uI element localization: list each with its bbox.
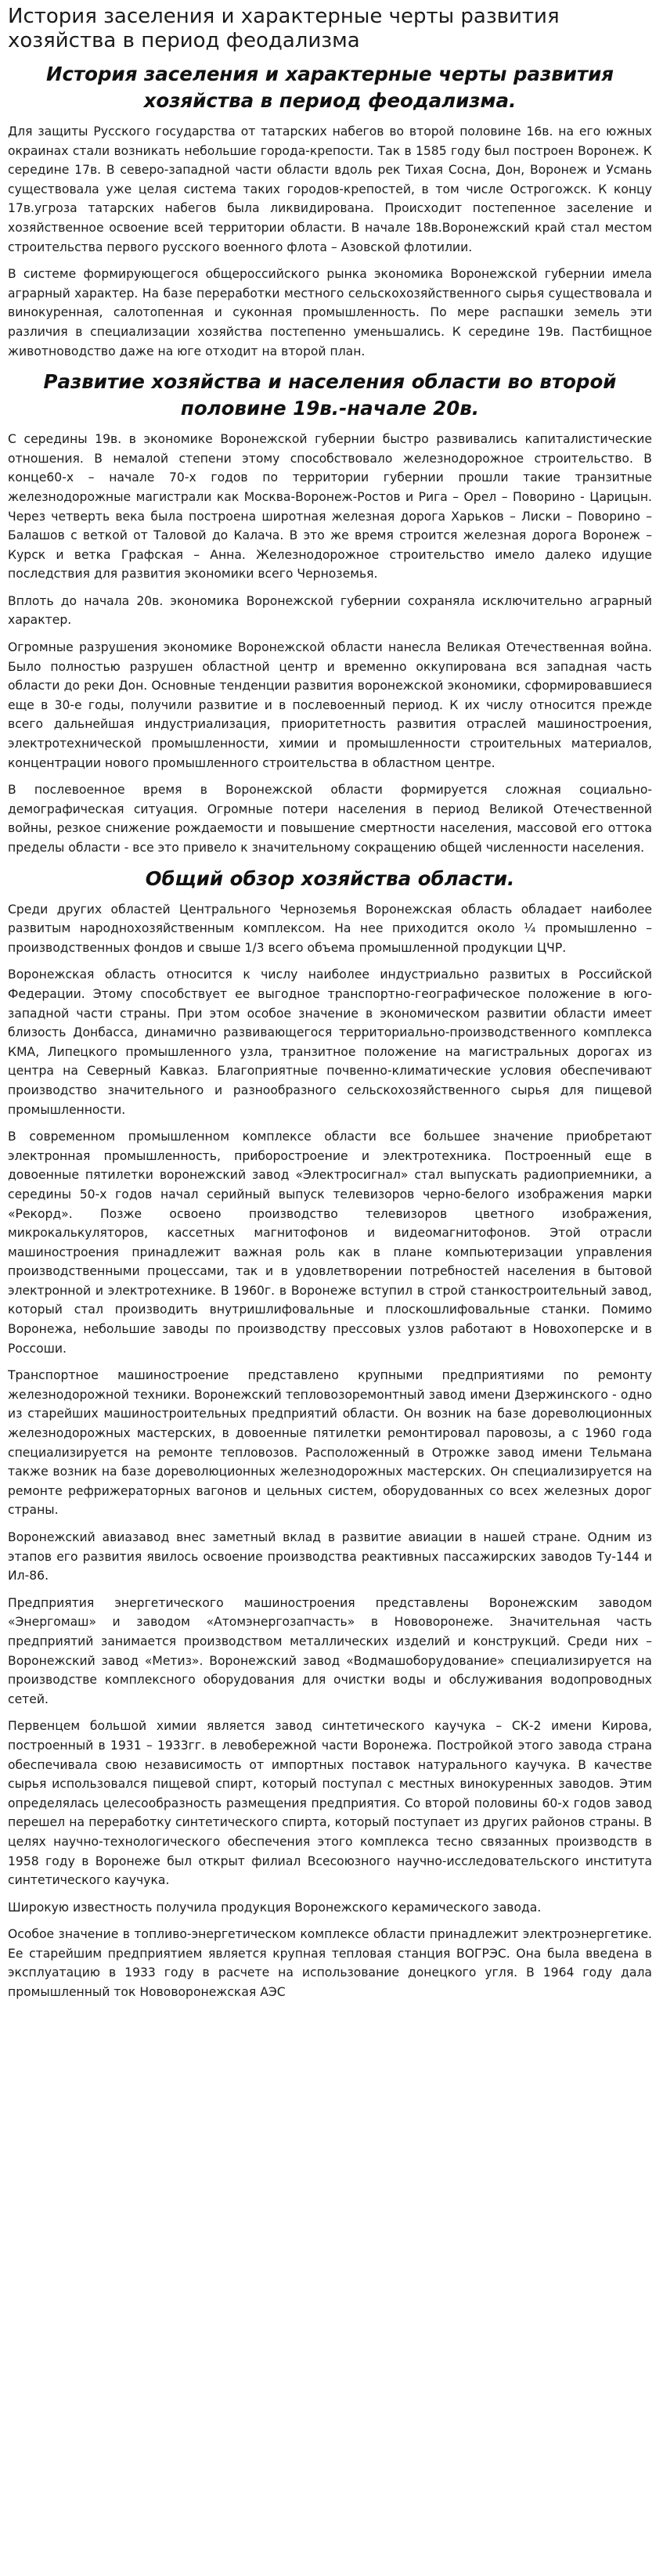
paragraph: Особое значение в топливо-энергетическом комплексе области принадлежит электроэнергетике. Ее старейшим предприятием является крупная тепловая станция ВОГРЭС. Она была введена в эксплуатацию в 1933 году в расчете на использование донецкого угля. В 1964 году дала промышленный ток Нововоронежская АЭС (8, 1927, 652, 2000)
section-heading: История заселения и характерные черты развития хозяйства в период феодализма. (45, 63, 614, 112)
paragraph: В современном промышленном комплексе области все большее значение приобретают электронная промышленность, приборостроение и электротехника. Построенный еще в довоенные пятилетки воронежский завод «Электросигнал» стал выпускать радиоприемники, а середины 50-х годов начал серийный выпуск телевизоров черно-белого изображения марки «Рекорд». Позже освоено производство телевизоров цветного изображения, микрокалькуляторов, кассетных магнитофонов и видеомагнитофонов. Этой отрасли машиностроения принадлежит важная роль как в плане компьютеризации управления производственными процессами, так и в удовлетворении потребностей населения в бытовой электронной и электротехнике. В 1960г. в Воронеже вступил в строй станкостроительный завод, который стал производить внутришлифовальные и плоскошлифовальные станки. Помимо Воронежа, небольшие заводы по производству прессовых узлов работают в Новохоперске и в Россоши. (8, 1129, 652, 1356)
paragraph: Предприятия энергетического машиностроения представлены Воронежским заводом «Энергомаш» и заводом «Атомэнергозапчасть» в Нововоронеже. Значительная часть предприятий занимается производством металлических изделий и конструкций. Среди них – Воронежский завод «Метиз». Воронежский завод «Водмашоборудование» специализируется на производстве комплексного оборудования для очистки воды и обслуживания водопроводных сетей. (8, 1595, 652, 1706)
paragraph: Широкую известность получила продукция Воронежского керамического завода. (8, 1900, 542, 1915)
paragraph: Воронежский авиазавод внес заметный вклад в развитие авиации в нашей стране. Одним из этапов его развития явилось освоение производства реактивных пассажирских заводов Ту-144 и Ил-86. (8, 1530, 652, 1583)
paragraph: Вплоть до начала 20в. экономика Воронежской губернии сохраняла исключительно аграрный характер. (8, 593, 652, 628)
section-heading: Развитие хозяйства и населения области во второй половине 19в.-начале 20в. (43, 370, 617, 420)
paragraph: Для защиты Русского государства от татарских набегов во второй половине 16в. на его южных окраинах стали возникать небольшие города-крепости. Так в 1585 году был построен Воронеж. К середине 17в. В северо-западной части области вдоль рек Тихая Сосна, Дон, Воронеж и Усмань существовала уже целая система таких городов-крепостей, в том числе Острогожск. К концу 17в.угроза татарских набегов была ликвидирована. Происходит постепенное заселение и хозяйственное освоение всей территории области. В начале 18в.Воронежский край стал местом строительства первого русского военного флота – Азовской флотилии. (8, 124, 652, 254)
section-heading: Общий обзор хозяйства области. (145, 866, 515, 890)
paragraph: Транспортное машиностроение представлено крупными предприятиями по ремонту железнодорожной техники. Воронежский тепловозоремонтный завод имени Дзержинского - одно из старейших машиностроительных предприятий области. Он возник на базе дореволюционных железнодорожных мастерских, в довоенные пятилетки ремонтировал паровозы, а с 1960 года специализируется на ремонте тепловозов. Расположенный в Отрожке завод имени Тельмана также возник на базе дореволюционных железнодорожных мастерских. Он специализируется на ремонте рефрижераторных вагонов и цельных систем, оборудованных со всех железных дорог страны. (8, 1368, 652, 1518)
paragraph: В системе формирующегося общероссийского рынка экономика Воронежской губернии имела аграрный характер. На базе переработки местного сельскохозяйственного сырья существовала и винокуренная, салотопенная и суконная промышленность. По мере распашки земель эти различия в специализации хозяйства постепенно уменьшались. К середине 19в. Пастбищное животноводство даже на юге отходит на второй план. (8, 267, 652, 358)
paragraph: Воронежская область относится к числу наиболее индустриально развитых в Российской Федерации. Этому способствует ее выгодное транспортно-географическое положение в юго-западной части страны. При этом особое значение в экономическом развитии области имеет близость Донбасса, динамично развивающегося территориально-производственного комплекса КМА, Липецкого промышленного узла, транзитное положение на магистральных дорогах из центра на Северный Кавказ. Благоприятные почвенно-климатические условия обеспечивают производство значительного и разнообразного сельскохозяйственного сырья для пищевой промышленности. (8, 967, 652, 1117)
paragraph: Огромные разрушения экономике Воронежской области нанесла Великая Отечественная война. Было полностью разрушен областной центр и временно оккупирована вся западная часть области до реки Дон. Основные тенденции развития воронежской экономики, сформировавшиеся еще в 30-е годы, получили развитие и в послевоенный период. К их числу относится прежде всего дальнейшая индустриализация, приоритетность развития отраслей машиностроения, электротехнической промышленности, химии и промышленности строительных материалов, концентрации нового промышленного строительства в областном центре. (8, 640, 652, 770)
paragraph: В послевоенное время в Воронежской области формируется сложная социально-демографическая ситуация. Огромные потери населения в период Великой Отечественной войны, резкое снижение рождаемости и повышение смертности населения, массовой его оттока пределы области - все это привело к значительному сокращению общей численности населения. (8, 783, 652, 855)
document-body (8, 61, 652, 2002)
paragraph: Первенцем большой химии является завод синтетического каучука – СК-2 имени Кирова, построенный в 1931 – 1933гг. в левобережной части Воронежа. Постройкой этого завода страна обеспечивала свою независимость от импортных поставок натурального каучука. В качестве сырья использовался пищевой спирт, который поступал с местных винокуренных заводов. Этим определялась целесообразность размещения предприятия. Со второй половины 60-х годов завод перешел на переработку синтетического спирта, который поступает из других районов страны. В целях научно-технологического обеспечения этого комплекса тесно связанных производств в 1958 году в Воронеже был открыт филиал Всесоюзного научно-исследовательского института синтетического каучука. (8, 1719, 652, 1888)
paragraph: Среди других областей Центрального Черноземья Воронежская область обладает наиболее развитым народнохозяйственным комплексом. На нее приходится около ¼ промышленно – производственных фондов и свыше 1/3 всего объема промышленной продукции ЦЧР. (8, 902, 652, 955)
document-title: История заселения и характерные черты развития хозяйства в период феодализма (8, 5, 560, 52)
paragraph: С середины 19в. в экономике Воронежской губернии быстро развивались капиталистические отношения. В немалой степени этому способствовало железнодорожное строительство. В конце60-х – начале 70-х годов по территории губернии прошли такие транзитные железнодорожные магистрали как Москва-Воронеж-Ростов и Рига – Орел – Поворино - Царицын. Через четверть века была построена широтная железная дорога Харьков – Лиски – Поворино – Балашов с веткой от Таловой до Калача. В это же время строится железная дорога Воронеж – Курск и ветка Графская – Анна. Железнодорожное строительство имело далеко идущие последствия для развития экономики всего Черноземья. (8, 432, 652, 582)
